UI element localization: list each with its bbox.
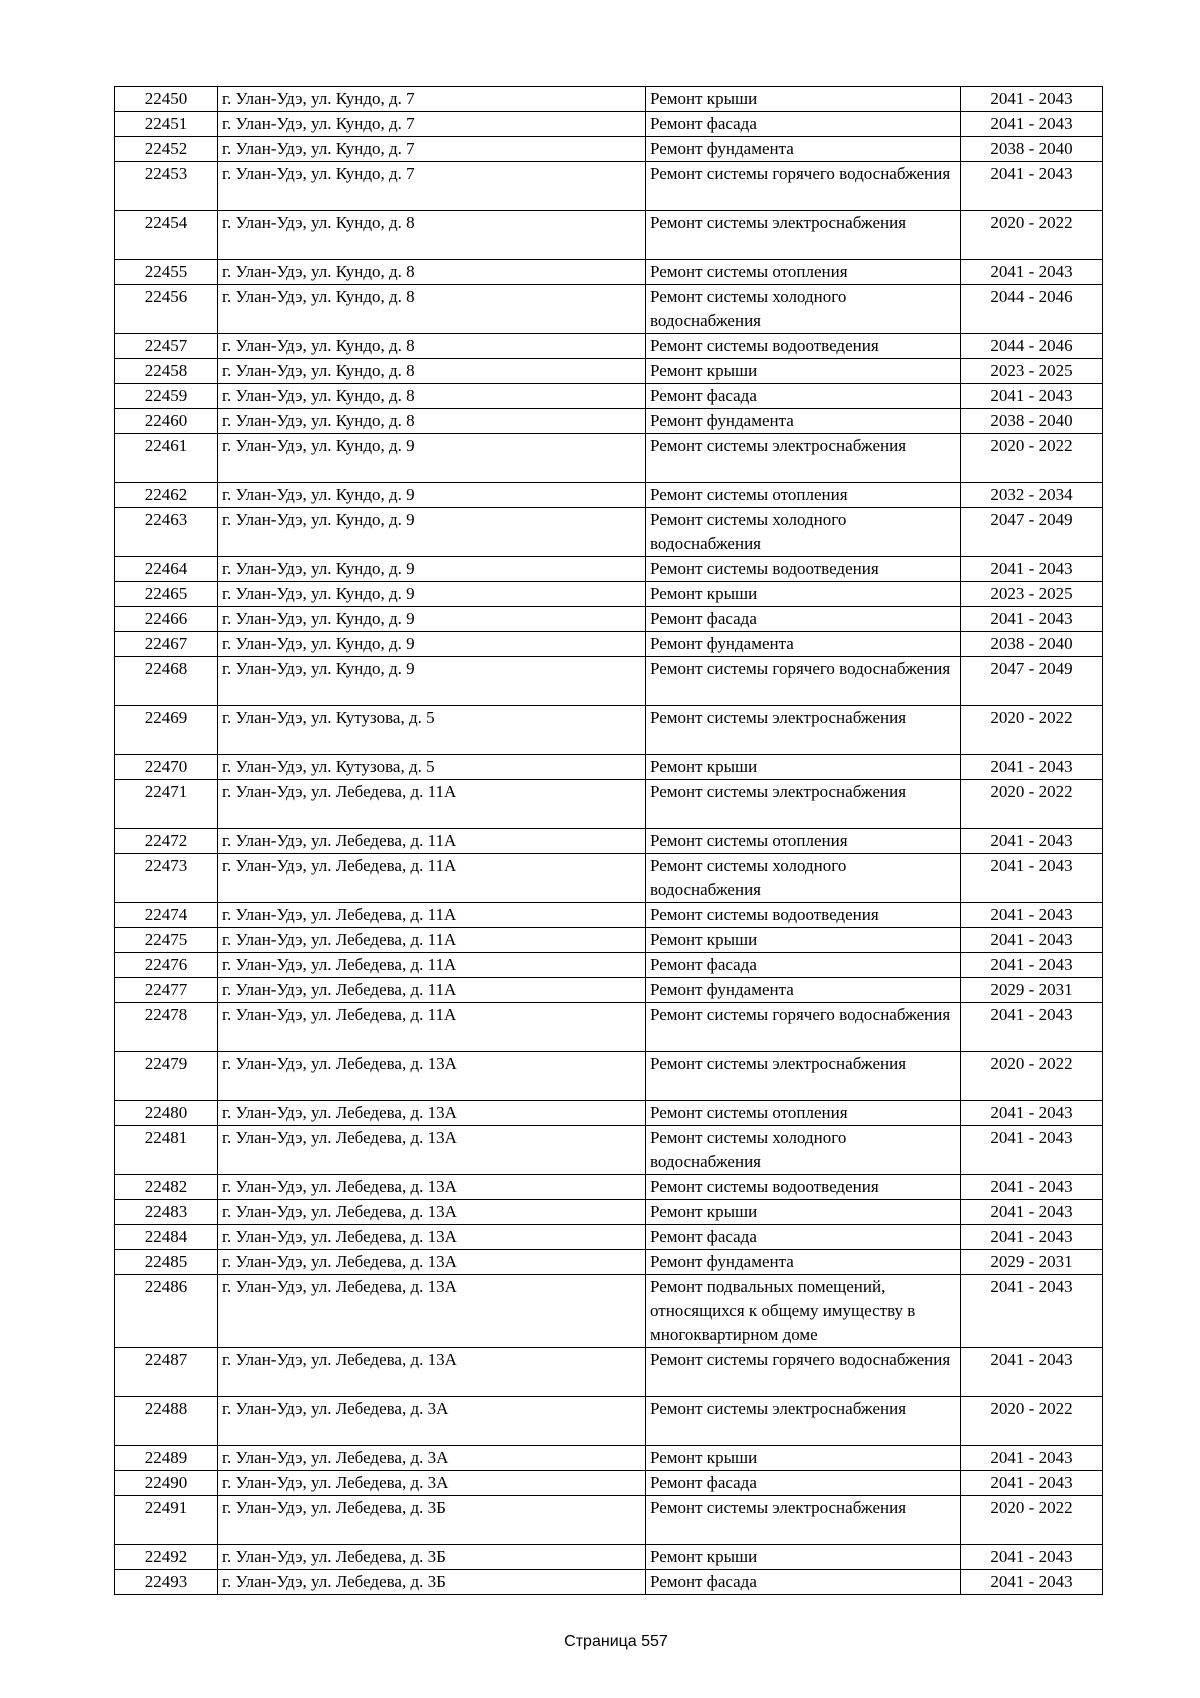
row-number-cell: 22451 bbox=[115, 112, 218, 137]
row-number-cell: 22483 bbox=[115, 1200, 218, 1225]
address-cell: г. Улан-Удэ, ул. Лебедева, д. 11А bbox=[218, 953, 646, 978]
table-row bbox=[115, 285, 1103, 334]
address-cell: г. Улан-Удэ, ул. Лебедева, д. 13А bbox=[218, 1225, 646, 1250]
period-cell: 2020 - 2022 bbox=[961, 1397, 1103, 1446]
address-cell: г. Улан-Удэ, ул. Кундо, д. 8 bbox=[218, 260, 646, 285]
address-cell: г. Улан-Удэ, ул. Лебедева, д. 13А bbox=[218, 1175, 646, 1200]
repair-schedule-table bbox=[114, 86, 1103, 1595]
row-number-cell: 22488 bbox=[115, 1397, 218, 1446]
table-row bbox=[115, 434, 1103, 483]
row-number-cell: 22479 bbox=[115, 1052, 218, 1101]
work-type-cell: Ремонт системы водоотведения bbox=[646, 334, 961, 359]
work-type-cell: Ремонт системы электроснабжения bbox=[646, 780, 961, 829]
row-number-cell: 22450 bbox=[115, 87, 218, 112]
row-number-cell: 22460 bbox=[115, 409, 218, 434]
work-type-cell: Ремонт фундамента bbox=[646, 137, 961, 162]
table-row bbox=[115, 582, 1103, 607]
work-type-cell: Ремонт крыши bbox=[646, 755, 961, 780]
table-row bbox=[115, 1496, 1103, 1545]
address-cell: г. Улан-Удэ, ул. Лебедева, д. 11А bbox=[218, 978, 646, 1003]
table-row bbox=[115, 1126, 1103, 1175]
period-cell: 2041 - 2043 bbox=[961, 557, 1103, 582]
work-type-cell: Ремонт системы электроснабжения bbox=[646, 1496, 961, 1545]
address-cell: г. Улан-Удэ, ул. Кундо, д. 9 bbox=[218, 557, 646, 582]
address-cell: г. Улан-Удэ, ул. Кундо, д. 9 bbox=[218, 582, 646, 607]
address-cell: г. Улан-Удэ, ул. Кутузова, д. 5 bbox=[218, 755, 646, 780]
work-type-cell: Ремонт системы горячего водоснабжения bbox=[646, 1003, 961, 1052]
table-body bbox=[115, 87, 1103, 1595]
row-number-cell: 22473 bbox=[115, 854, 218, 903]
work-type-cell: Ремонт системы электроснабжения bbox=[646, 1052, 961, 1101]
work-type-cell: Ремонт крыши bbox=[646, 582, 961, 607]
page-number: Страница 557 bbox=[564, 1633, 668, 1650]
row-number-cell: 22456 bbox=[115, 285, 218, 334]
address-cell: г. Улан-Удэ, ул. Кундо, д. 8 bbox=[218, 409, 646, 434]
address-cell: г. Улан-Удэ, ул. Лебедева, д. 3А bbox=[218, 1397, 646, 1446]
period-cell: 2020 - 2022 bbox=[961, 706, 1103, 755]
table-row bbox=[115, 1348, 1103, 1397]
period-cell: 2041 - 2043 bbox=[961, 1446, 1103, 1471]
table-row bbox=[115, 137, 1103, 162]
table-row bbox=[115, 755, 1103, 780]
table-row bbox=[115, 1003, 1103, 1052]
period-cell: 2041 - 2043 bbox=[961, 1200, 1103, 1225]
work-type-cell: Ремонт крыши bbox=[646, 87, 961, 112]
address-cell: г. Улан-Удэ, ул. Лебедева, д. 11А bbox=[218, 829, 646, 854]
row-number-cell: 22470 bbox=[115, 755, 218, 780]
row-number-cell: 22492 bbox=[115, 1545, 218, 1570]
row-number-cell: 22476 bbox=[115, 953, 218, 978]
work-type-cell: Ремонт системы горячего водоснабжения bbox=[646, 657, 961, 706]
address-cell: г. Улан-Удэ, ул. Кундо, д. 8 bbox=[218, 285, 646, 334]
table-row bbox=[115, 1200, 1103, 1225]
address-cell: г. Улан-Удэ, ул. Кундо, д. 7 bbox=[218, 137, 646, 162]
row-number-cell: 22491 bbox=[115, 1496, 218, 1545]
row-number-cell: 22489 bbox=[115, 1446, 218, 1471]
period-cell: 2044 - 2046 bbox=[961, 334, 1103, 359]
address-cell: г. Улан-Удэ, ул. Лебедева, д. 13А bbox=[218, 1101, 646, 1126]
address-cell: г. Улан-Удэ, ул. Кундо, д. 7 bbox=[218, 162, 646, 211]
period-cell: 2020 - 2022 bbox=[961, 211, 1103, 260]
table-row bbox=[115, 978, 1103, 1003]
table-row bbox=[115, 657, 1103, 706]
row-number-cell: 22457 bbox=[115, 334, 218, 359]
work-type-cell: Ремонт фасада bbox=[646, 1225, 961, 1250]
row-number-cell: 22482 bbox=[115, 1175, 218, 1200]
address-cell: г. Улан-Удэ, ул. Кундо, д. 8 bbox=[218, 384, 646, 409]
period-cell: 2020 - 2022 bbox=[961, 780, 1103, 829]
row-number-cell: 22475 bbox=[115, 928, 218, 953]
address-cell: г. Улан-Удэ, ул. Лебедева, д. 13А bbox=[218, 1126, 646, 1175]
row-number-cell: 22452 bbox=[115, 137, 218, 162]
work-type-cell: Ремонт фундамента bbox=[646, 632, 961, 657]
address-cell: г. Улан-Удэ, ул. Лебедева, д. 11А bbox=[218, 928, 646, 953]
period-cell: 2047 - 2049 bbox=[961, 657, 1103, 706]
address-cell: г. Улан-Удэ, ул. Кундо, д. 9 bbox=[218, 434, 646, 483]
address-cell: г. Улан-Удэ, ул. Лебедева, д. 13А bbox=[218, 1250, 646, 1275]
work-type-cell: Ремонт системы электроснабжения bbox=[646, 1397, 961, 1446]
work-type-cell: Ремонт системы водоотведения bbox=[646, 903, 961, 928]
table-row bbox=[115, 903, 1103, 928]
period-cell: 2041 - 2043 bbox=[961, 928, 1103, 953]
work-type-cell: Ремонт фасада bbox=[646, 1471, 961, 1496]
table-row bbox=[115, 953, 1103, 978]
period-cell: 2038 - 2040 bbox=[961, 632, 1103, 657]
row-number-cell: 22468 bbox=[115, 657, 218, 706]
address-cell: г. Улан-Удэ, ул. Лебедева, д. 3А bbox=[218, 1471, 646, 1496]
address-cell: г. Улан-Удэ, ул. Лебедева, д. 3Б bbox=[218, 1496, 646, 1545]
period-cell: 2041 - 2043 bbox=[961, 384, 1103, 409]
work-type-cell: Ремонт системы водоотведения bbox=[646, 1175, 961, 1200]
period-cell: 2041 - 2043 bbox=[961, 1175, 1103, 1200]
work-type-cell: Ремонт крыши bbox=[646, 359, 961, 384]
address-cell: г. Улан-Удэ, ул. Лебедева, д. 13А bbox=[218, 1275, 646, 1348]
table-row bbox=[115, 780, 1103, 829]
table-row bbox=[115, 1175, 1103, 1200]
period-cell: 2041 - 2043 bbox=[961, 1126, 1103, 1175]
table-row bbox=[115, 1397, 1103, 1446]
table-row bbox=[115, 384, 1103, 409]
work-type-cell: Ремонт крыши bbox=[646, 1446, 961, 1471]
work-type-cell: Ремонт фасада bbox=[646, 607, 961, 632]
work-type-cell: Ремонт системы горячего водоснабжения bbox=[646, 1348, 961, 1397]
work-type-cell: Ремонт системы горячего водоснабжения bbox=[646, 162, 961, 211]
period-cell: 2041 - 2043 bbox=[961, 607, 1103, 632]
table-row bbox=[115, 359, 1103, 384]
work-type-cell: Ремонт подвальных помещений, относящихся к общему имуществу в многоквартирном доме bbox=[646, 1275, 961, 1348]
period-cell: 2041 - 2043 bbox=[961, 1545, 1103, 1570]
period-cell: 2041 - 2043 bbox=[961, 1570, 1103, 1595]
table-row bbox=[115, 483, 1103, 508]
period-cell: 2041 - 2043 bbox=[961, 112, 1103, 137]
address-cell: г. Улан-Удэ, ул. Кундо, д. 7 bbox=[218, 112, 646, 137]
period-cell: 2044 - 2046 bbox=[961, 285, 1103, 334]
work-type-cell: Ремонт фасада bbox=[646, 384, 961, 409]
address-cell: г. Улан-Удэ, ул. Лебедева, д. 13А bbox=[218, 1348, 646, 1397]
table-row bbox=[115, 829, 1103, 854]
work-type-cell: Ремонт системы электроснабжения bbox=[646, 211, 961, 260]
row-number-cell: 22485 bbox=[115, 1250, 218, 1275]
table-row bbox=[115, 260, 1103, 285]
table-row bbox=[115, 1225, 1103, 1250]
table-row bbox=[115, 928, 1103, 953]
address-cell: г. Улан-Удэ, ул. Лебедева, д. 3Б bbox=[218, 1545, 646, 1570]
table-row bbox=[115, 1446, 1103, 1471]
row-number-cell: 22453 bbox=[115, 162, 218, 211]
period-cell: 2041 - 2043 bbox=[961, 854, 1103, 903]
address-cell: г. Улан-Удэ, ул. Кундо, д. 8 bbox=[218, 334, 646, 359]
row-number-cell: 22484 bbox=[115, 1225, 218, 1250]
address-cell: г. Улан-Удэ, ул. Лебедева, д. 11А bbox=[218, 780, 646, 829]
address-cell: г. Улан-Удэ, ул. Лебедева, д. 3А bbox=[218, 1446, 646, 1471]
address-cell: г. Улан-Удэ, ул. Лебедева, д. 3Б bbox=[218, 1570, 646, 1595]
table-row bbox=[115, 1570, 1103, 1595]
row-number-cell: 22474 bbox=[115, 903, 218, 928]
period-cell: 2041 - 2043 bbox=[961, 755, 1103, 780]
row-number-cell: 22455 bbox=[115, 260, 218, 285]
row-number-cell: 22463 bbox=[115, 508, 218, 557]
table-row bbox=[115, 334, 1103, 359]
row-number-cell: 22480 bbox=[115, 1101, 218, 1126]
work-type-cell: Ремонт крыши bbox=[646, 1200, 961, 1225]
period-cell: 2041 - 2043 bbox=[961, 1225, 1103, 1250]
work-type-cell: Ремонт фасада bbox=[646, 112, 961, 137]
address-cell: г. Улан-Удэ, ул. Кундо, д. 9 bbox=[218, 632, 646, 657]
address-cell: г. Улан-Удэ, ул. Лебедева, д. 13А bbox=[218, 1200, 646, 1225]
row-number-cell: 22467 bbox=[115, 632, 218, 657]
address-cell: г. Улан-Удэ, ул. Кутузова, д. 5 bbox=[218, 706, 646, 755]
period-cell: 2041 - 2043 bbox=[961, 829, 1103, 854]
table-row bbox=[115, 1052, 1103, 1101]
row-number-cell: 22472 bbox=[115, 829, 218, 854]
address-cell: г. Улан-Удэ, ул. Кундо, д. 7 bbox=[218, 87, 646, 112]
period-cell: 2038 - 2040 bbox=[961, 137, 1103, 162]
period-cell: 2041 - 2043 bbox=[961, 162, 1103, 211]
period-cell: 2029 - 2031 bbox=[961, 978, 1103, 1003]
period-cell: 2038 - 2040 bbox=[961, 409, 1103, 434]
row-number-cell: 22459 bbox=[115, 384, 218, 409]
period-cell: 2032 - 2034 bbox=[961, 483, 1103, 508]
table-row bbox=[115, 607, 1103, 632]
table-row bbox=[115, 87, 1103, 112]
row-number-cell: 22477 bbox=[115, 978, 218, 1003]
work-type-cell: Ремонт системы отопления bbox=[646, 260, 961, 285]
work-type-cell: Ремонт фасада bbox=[646, 1570, 961, 1595]
address-cell: г. Улан-Удэ, ул. Кундо, д. 9 bbox=[218, 508, 646, 557]
row-number-cell: 22454 bbox=[115, 211, 218, 260]
period-cell: 2041 - 2043 bbox=[961, 1003, 1103, 1052]
row-number-cell: 22478 bbox=[115, 1003, 218, 1052]
table-row bbox=[115, 1471, 1103, 1496]
period-cell: 2041 - 2043 bbox=[961, 87, 1103, 112]
row-number-cell: 22487 bbox=[115, 1348, 218, 1397]
work-type-cell: Ремонт системы холодного водоснабжения bbox=[646, 508, 961, 557]
row-number-cell: 22458 bbox=[115, 359, 218, 384]
period-cell: 2041 - 2043 bbox=[961, 1101, 1103, 1126]
work-type-cell: Ремонт фундамента bbox=[646, 1250, 961, 1275]
table-row bbox=[115, 112, 1103, 137]
work-type-cell: Ремонт крыши bbox=[646, 1545, 961, 1570]
row-number-cell: 22481 bbox=[115, 1126, 218, 1175]
row-number-cell: 22471 bbox=[115, 780, 218, 829]
table-row bbox=[115, 632, 1103, 657]
table-row bbox=[115, 1250, 1103, 1275]
table-row bbox=[115, 211, 1103, 260]
address-cell: г. Улан-Удэ, ул. Лебедева, д. 11А bbox=[218, 1003, 646, 1052]
row-number-cell: 22469 bbox=[115, 706, 218, 755]
work-type-cell: Ремонт системы холодного водоснабжения bbox=[646, 285, 961, 334]
work-type-cell: Ремонт фундамента bbox=[646, 978, 961, 1003]
work-type-cell: Ремонт крыши bbox=[646, 928, 961, 953]
period-cell: 2041 - 2043 bbox=[961, 1348, 1103, 1397]
work-type-cell: Ремонт системы холодного водоснабжения bbox=[646, 854, 961, 903]
period-cell: 2041 - 2043 bbox=[961, 1471, 1103, 1496]
address-cell: г. Улан-Удэ, ул. Кундо, д. 9 bbox=[218, 657, 646, 706]
period-cell: 2023 - 2025 bbox=[961, 359, 1103, 384]
row-number-cell: 22461 bbox=[115, 434, 218, 483]
address-cell: г. Улан-Удэ, ул. Лебедева, д. 11А bbox=[218, 854, 646, 903]
table-row bbox=[115, 854, 1103, 903]
period-cell: 2020 - 2022 bbox=[961, 1052, 1103, 1101]
address-cell: г. Улан-Удэ, ул. Кундо, д. 9 bbox=[218, 483, 646, 508]
address-cell: г. Улан-Удэ, ул. Лебедева, д. 13А bbox=[218, 1052, 646, 1101]
row-number-cell: 22490 bbox=[115, 1471, 218, 1496]
period-cell: 2047 - 2049 bbox=[961, 508, 1103, 557]
repair-schedule-table-container bbox=[114, 86, 1102, 1595]
period-cell: 2041 - 2043 bbox=[961, 953, 1103, 978]
work-type-cell: Ремонт системы холодного водоснабжения bbox=[646, 1126, 961, 1175]
address-cell: г. Улан-Удэ, ул. Кундо, д. 8 bbox=[218, 359, 646, 384]
address-cell: г. Улан-Удэ, ул. Лебедева, д. 11А bbox=[218, 903, 646, 928]
table-row bbox=[115, 409, 1103, 434]
work-type-cell: Ремонт системы электроснабжения bbox=[646, 706, 961, 755]
period-cell: 2041 - 2043 bbox=[961, 260, 1103, 285]
period-cell: 2029 - 2031 bbox=[961, 1250, 1103, 1275]
work-type-cell: Ремонт системы электроснабжения bbox=[646, 434, 961, 483]
row-number-cell: 22464 bbox=[115, 557, 218, 582]
address-cell: г. Улан-Удэ, ул. Кундо, д. 8 bbox=[218, 211, 646, 260]
table-row bbox=[115, 1275, 1103, 1348]
row-number-cell: 22465 bbox=[115, 582, 218, 607]
table-row bbox=[115, 1101, 1103, 1126]
table-row bbox=[115, 508, 1103, 557]
work-type-cell: Ремонт системы отопления bbox=[646, 829, 961, 854]
period-cell: 2020 - 2022 bbox=[961, 434, 1103, 483]
row-number-cell: 22493 bbox=[115, 1570, 218, 1595]
work-type-cell: Ремонт системы отопления bbox=[646, 483, 961, 508]
work-type-cell: Ремонт фасада bbox=[646, 953, 961, 978]
row-number-cell: 22486 bbox=[115, 1275, 218, 1348]
table-row bbox=[115, 557, 1103, 582]
table-row bbox=[115, 1545, 1103, 1570]
table-row bbox=[115, 706, 1103, 755]
row-number-cell: 22466 bbox=[115, 607, 218, 632]
work-type-cell: Ремонт системы водоотведения bbox=[646, 557, 961, 582]
work-type-cell: Ремонт фундамента bbox=[646, 409, 961, 434]
period-cell: 2023 - 2025 bbox=[961, 582, 1103, 607]
period-cell: 2041 - 2043 bbox=[961, 1275, 1103, 1348]
table-row bbox=[115, 162, 1103, 211]
row-number-cell: 22462 bbox=[115, 483, 218, 508]
work-type-cell: Ремонт системы отопления bbox=[646, 1101, 961, 1126]
period-cell: 2020 - 2022 bbox=[961, 1496, 1103, 1545]
address-cell: г. Улан-Удэ, ул. Кундо, д. 9 bbox=[218, 607, 646, 632]
period-cell: 2041 - 2043 bbox=[961, 903, 1103, 928]
